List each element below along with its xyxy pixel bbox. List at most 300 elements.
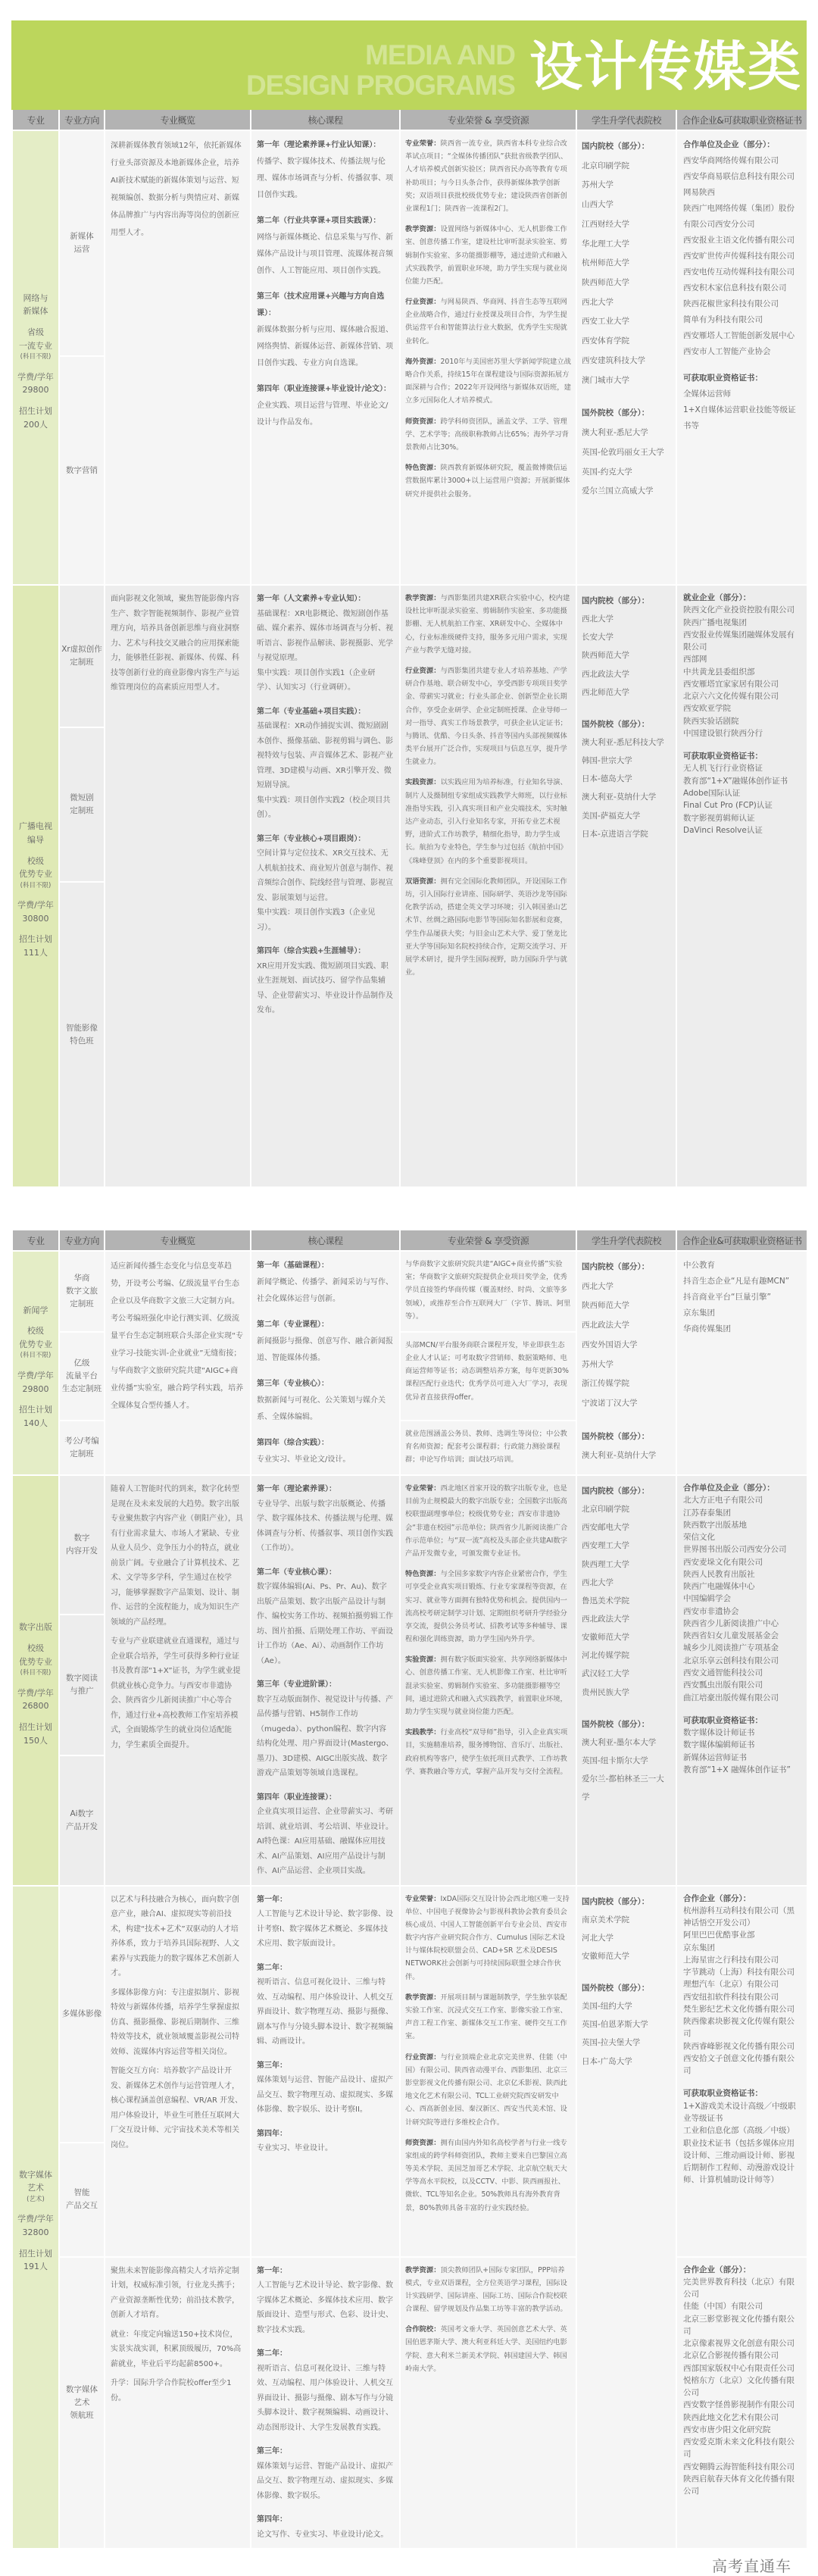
resource-text: 与全国多家数字内容企业紧密合作，学生可享受企业真实项目锻炼、行业专家课程等资源，在实习、就业等方面拥有独特优势和机会。提供国内一流高校考研定制学习计划、定期组织考研升学经验分享交流，提供公务员考试、招教考试等多种辅导、课程和强化训练资源，助力学生国内外升学。 [405,1570,567,1644]
major-level: 校级 优势专业 [19,1643,52,1667]
company-item: 京东集团 [683,1943,715,1952]
school-item: 英国-纽卡斯尔大学 [582,1755,648,1765]
courses-cell [251,1475,400,1886]
school-item: 爱尔兰-都柏林圣三一大学 [582,1774,664,1802]
enrollment-label: 招生计划 [19,934,52,945]
course-year-title: 第二年： [257,2349,287,2358]
course-year-title: 第二年（专业课程）： [257,1321,329,1329]
course-year [257,944,394,1018]
resource-item [405,2137,571,2215]
major-name: 网络与 新媒体 [23,292,48,317]
school-item: 陕西理工大学 [582,1559,629,1569]
major-cell [12,1475,59,1886]
school-item: 南京美术学院 [582,1915,629,1924]
schools-cell [576,1886,676,2549]
course-year-title: 第四年（职业连接课+毕业设计/论文）： [257,385,392,393]
company-item: 梵生影纪艺术文化传播有限公司 [683,2004,795,2014]
course-year [257,705,394,823]
resource-text: 行业高校“双导师”指导，引入企业真实项目，实施精准培养，服务博物馆、音乐厅、出版社、政府机构等客户，使学生依托项目式教学、工作坊教学、赛教融合等方式，掌握产品开发与交付全流程。 [405,1728,568,1776]
school-item: 英国-约克大学 [582,467,632,477]
certificate-item: 1+X自媒体运营职业技能等级证书等 [683,405,796,430]
school-item: 西安外国语大学 [582,1340,638,1349]
school-item: 河北大学 [582,1933,614,1943]
major-cell [12,1251,59,1475]
resource-item [405,1991,571,2043]
course-year [257,381,394,431]
company-item: 荣信文化 [683,1533,715,1543]
course-year [257,2059,394,2118]
course-list: 基础课程：XR动作捕捉实训、微短剧剧本创作、摄像基础、影视剪辑与调色、影视特效与包装、声音媒体艺术、影视产业管理、3D建模与动画、XR引擎开发、微短剧导演。 集中实践：项目创作实践2（校企项目共创）。 [257,722,393,819]
courses-cell [251,1886,400,2257]
company-item: 西安瓢虫出版有限公司 [683,1680,763,1690]
course-list: 视听语言、信息可视化设计、三维与特效、互动编程、用户体验设计、人机交互界面设计、数字物理互动、摄影与摄像、剧本写作与分镜头脚本设计、数字视频编辑、动画设计。 [257,1978,393,2046]
direction-cell: 多媒体影像 [59,1886,105,2143]
programs-table-page-1 [11,110,808,1188]
company-item: 中共黄龙县委组织部 [683,667,755,677]
resource-text: 与西影集团共建XR联合实验中心，校内建设杜比审听混录实验室、剪辑制作实验室、多功能摄影棚、无人机航拍工作室、XR研发中心、全媒体中心，行业标准级硬件支持，服务多元用户需求，实现产业与教学无缝对接。 [405,594,570,655]
course-list: 网络与新媒体概论、信息采集与写作、新媒体产品设计与项目管理、流媒体视音频创作、人工智能应用、项目创作实践。 [257,233,393,275]
overview-paragraph: 深耕新媒体教育领域12年，依托新媒体行业头部资源及本地新媒体企业，培养AI新技术赋能的新媒体策划与运营、短视频编创、数据分析与舆情应对、新媒体品牌推广与内容出海等岗位的创新应用型人才。 [111,142,242,237]
tuition-label: 学费/学年 [17,371,54,382]
courses-cell [251,2257,400,2549]
overview-cell [105,1475,251,1886]
course-year [257,2127,394,2156]
school-item: 宁波诺丁汉大学 [582,1399,638,1408]
overview-paragraph: 面向影视文化领域，聚焦智能影像内容生产、数字智能视频制作、影视产业管理方向，培养具备创新思维与商业洞察力、艺术与科技交叉融合的应用探索能力，能够胜任影视、新媒体、传媒、科技等创新行业的商业影像内容生产与运维管理岗位的高素质应用型人才。 [111,595,239,692]
company-item: 陕西省妇女儿童发展基金会 [683,1631,779,1641]
certificate-item: DaVinci Resolve认证 [683,825,763,835]
foreign-schools-label: 国外院校（部分）： [582,719,650,729]
spacer [582,1414,671,1427]
schools-cell [576,1251,676,1475]
company-item: 网易陕西 [683,188,715,197]
company-item: 北京三影堂影视文化传播有限公司 [683,2314,795,2336]
school-item: 西安邮电大学 [582,1523,629,1533]
resource-item [405,2051,571,2129]
company-item: 抖音商业平台“巨量引擎” [683,1293,771,1302]
subject-requirement: (艺术) [27,2195,45,2203]
company-item: 世界图书出版公司西安分公司 [683,1545,787,1555]
course-list: 专业实习、毕业论文/设计。 [257,1455,351,1464]
direction-cell: 数字阅读 与推广 [59,1615,105,1755]
tuition-value: 30800 [22,913,49,924]
honors-cell [400,1421,576,1475]
company-item: 西安雁塔人工智能创新发展中心 [683,331,795,340]
certificates-label: 可获取职业资格证书： [683,2089,763,2099]
course-year-title: 第二年： [257,1963,287,1972]
resource-label: 实践教学： [405,1728,441,1737]
company-item: 西安市人工智能产业协会 [683,347,771,356]
resource-item [405,776,571,867]
company-item: 西部国家版权中心有限责任公司 [683,2363,795,2373]
course-year [257,137,394,204]
school-item: 西安建筑科技大学 [582,355,645,365]
school-item: 日本-德岛大学 [582,774,632,784]
enrollment-value: 191人 [23,2262,48,2272]
company-item: 江苏春泰集团 [683,1508,731,1518]
company-item: 完美世界教育科技（北京）有限公司 [683,2277,795,2299]
school-item: 西北大学 [582,1281,614,1291]
banner-english-title: MEDIA AND DESIGN PROGRAMS [245,39,515,101]
spacer [683,360,801,370]
resource-text: 与西影集团共建专业人才培养基地、产学研合作基地、联合研发中心，享受西影专项项目奖学金、带薪实习就业；行业头部企业、创新型企业长期合作，享受企业研学、企业定制班授课、企业导师一对一指导、真实工作场景教学，可获企业认定证书；与腾讯、优酷、今日头条、抖音等国内头部视频媒体类平台展开广泛合作，实现项目与信息互享，提升学生就业力。 [405,666,567,767]
company-item: 阿里巴巴优酷事业部 [683,1930,755,1940]
program-row [12,130,807,356]
school-item: 安徽师范大学 [582,1633,629,1643]
resource-label: 行业资源： [405,298,441,307]
tuition-label: 学费/学年 [17,900,54,911]
companies-cell [676,1475,807,1886]
overview-paragraph: 以艺术与科技融合为核心，面向数字创意产业，融合AI、虚拟现实等前沿技术，构建“技术+艺术”双驱动的人才培养体系，致力于培养具国际视野、人文素养与实践能力的数字媒体艺术创新人才。 [111,1895,239,1977]
course-list: 企业真实项目运营、企业带薪实习、考研培训、就业培训、考公培训、毕业设计。 AI特色课：AI应用基础、融媒体应用技术、AI产品策划、AI应用产品设计与制作、AI产品运营、企业项目实战。 [257,1808,393,1875]
school-item: 山西大学 [582,200,614,210]
companies-label: 就业企业（部分）： [683,593,751,602]
company-item: 陕西广电融媒体中心 [683,1582,755,1592]
column-header: 专业荣誉 & 享受资源 [400,110,576,130]
school-item: 西北政法大学 [582,1614,629,1624]
company-item: 西安雁塔宜家家居有限公司 [683,679,779,689]
spacer [683,1704,801,1715]
school-item: 苏州大学 [582,180,614,190]
resource-item [405,664,571,769]
course-list: XR应用开发实践、微短剧项目实践、职业生涯规划、面试技巧、留学作品集辅导、企业带薪实习、毕业设计作品制作及发布。 [257,961,393,1014]
school-item: 西北政法大学 [582,1321,629,1330]
resource-item [405,1568,571,1646]
resource-item [405,461,571,501]
foreign-schools-label: 国外院校（部分）： [582,1431,650,1441]
resource-label: 专业荣誉： [405,1484,441,1493]
company-item: 中国建设银行陕西分行 [683,728,763,738]
overview-paragraph: 升学：国际升学合作院校offer至少1份。 [111,2379,232,2402]
resource-label: 实验资源： [405,1655,441,1665]
school-item: 美国-萨福克大学 [582,811,641,821]
certificates-label: 可获取职业资格证书： [683,374,763,383]
resource-label: 双语资源： [405,877,441,886]
school-item: 河北传媒学院 [582,1651,629,1661]
course-year [257,1961,394,2049]
direction-cell: 数字营销 [59,356,105,585]
course-year [257,2264,394,2338]
course-year-title: 第三年： [257,2447,287,2456]
resource-item [405,1427,571,1467]
resource-label: 教学资源： [405,2265,441,2274]
certificate-item: 数字媒体设计师证书 [683,1728,755,1738]
company-item: 陕西睿峰影视文化传播有限公司 [683,2041,795,2051]
tuition-value: 29800 [22,1383,49,1394]
resource-text: 陕西省一流专业，陕西省本科专业综合改革试点项目；“全媒体传播团队”获批省级教学团队、人才培养模式创新实验区；陕西省民办高等教育专项补助项目；与今日头条合作，获得新媒体教学创新奖；双语项目获批校级优势专业；建设陕西省创新创业课程1门；陕西省一流课程2门。 [405,139,568,213]
school-item: 杭州师范大学 [582,258,629,268]
company-item: 陕西文化产业投资控股有限公司 [683,605,795,615]
enrollment-value: 150人 [23,1735,48,1746]
course-year [257,1893,394,1952]
resource-text: 以实践应用为培养标准，行业知名导演、制片人及摄制组专家组成实践教学大师班，以行业标准指导实践，引入真实项目和产业尖端技术，实时触达产业动态，引入行业知名专家，开拓专业艺术视野，进阶式工作坊教学，精细化指导，助力学生成长。航拍为专业特色，学生参与过包括《航拍中国》《珠峰登顶》在内的多个重要影视项目。 [405,778,567,865]
course-list: 视听语言、信息可视化设计、三维与特效、互动编程、用户体验设计、人机交互界面设计、摄影与摄像、剧本写作与分镜头脚本设计、数字视频编辑、动画设计、动态图形设计、大学生发展教育实践。 [257,2364,393,2432]
courses-cell [251,130,400,585]
course-year-title: 第三年： [257,2061,287,2070]
resource-item [405,1339,571,1404]
company-item: 西安报业主语文化传播有限公司 [683,236,795,245]
company-item: 字节跳动（上海）科技有限公司 [683,1968,795,1977]
company-item: 中公教育 [683,1261,715,1270]
overview-cell [105,130,251,585]
school-item: 贵州民族大学 [582,1687,629,1697]
school-item: 北京印刷学院 [582,161,629,170]
enrollment-value: 111人 [23,948,48,958]
resource-item [405,875,571,980]
company-item: 京东集团 [683,1308,715,1318]
resource-text: 与行业顶端企业北京完美世界、佳能（中国）有限公司、陕西省动漫平台、西影集团、北京三影堂影视文化传播有限公司、北京亿禾影视、陕西此地文化艺术有限公司、TCL工业研究院西安研发中心、西高新创业园、秦汉新区、西安当代美术馆、设计研究院等进行多维校企合作。 [405,2052,567,2127]
company-item: 西安翱腾云海智能科技有限公司 [683,2462,795,2471]
course-year [257,1435,394,1468]
resource-text: 跨学科师资团队，涵盖文学、工学、管理学、艺术学等；高级职称教师占比65%；海外学习背景教师占比30%。 [405,417,569,452]
course-year-title: 第一年： [257,2266,287,2275]
course-year [257,213,394,280]
column-header: 专业 [12,1230,59,1251]
certificates-label: 可获取职业资格证书： [683,1715,763,1725]
resource-label: 师资资源： [405,2138,441,2147]
school-item: 西北大学 [582,1577,614,1587]
school-item: 澳大利亚-悉尼科技大学 [582,737,664,747]
foreign-schools-label: 国外院校（部分）： [582,408,650,418]
school-item: 西安工业大学 [582,317,629,327]
program-row [12,2257,807,2549]
spacer [683,2077,801,2087]
column-header: 专业 [12,110,59,130]
course-year-title: 第一年（人文素养+专业认知）： [257,595,366,603]
company-item: 陕西此地文化艺术有限公司 [683,2412,779,2422]
column-header: 专业荣誉 & 享受资源 [400,1230,576,1251]
school-item: 陕西师范大学 [582,1301,629,1311]
course-year [257,1790,394,1879]
direction-cell: Ai数字 产品开发 [59,1755,105,1886]
certificate-item: 新媒体运营师证书 [683,1752,747,1762]
resource-label: 教学资源： [405,594,441,602]
company-item: 中国编辑学会 [683,1594,731,1604]
program-row [12,585,807,727]
school-item: 鲁迅美术学院 [582,1596,629,1605]
column-header: 合作企业&可获取职业资格证书 [676,1230,807,1251]
resource-text: 开展项目制与课题制教学，学生独享装配实验工作室、沉浸式交互工作室、影像实验工作室、声音工程工作室、新媒体交互工作室、硬件交互工作室。 [405,1993,567,2041]
course-year [257,1258,394,1308]
company-item: 华商传媒集团 [683,1324,731,1333]
company-item: 陕西人民教育出版社 [683,1569,755,1579]
course-year-title: 第三年（技术应用课+兴趣与方向自选课）： [257,292,385,317]
page-banner [11,20,807,110]
column-header: 专业概览 [105,1230,251,1251]
overview-paragraph: 多媒体影像方向：专注虚拟制片、影视特效与新媒体传播，培养学生掌握虚拟仿真、摄影摄像、影视后期制作、三维特效等技术，就业领域覆盖影视公司特效师、流媒体内容运营等相关岗位。 [111,1988,239,2056]
company-item: 西安爱克斯未来文化科技有限公司 [683,2437,795,2459]
company-item: 悦榕东方（北京）文化传播有限公司 [683,2375,795,2398]
certificate-item: 1+X游戏美术设计高级／中级职业等级证书 [683,2101,796,2124]
course-list: 数据新闻与可视化、公关策划与媒介关系、全媒体编辑。 [257,1396,386,1421]
tuition-value: 29800 [22,385,49,395]
company-item: 简单有为科技有限公司 [683,315,763,324]
resource-label: 特色资源： [405,1570,441,1579]
schools-cell [576,1475,676,1886]
resource-label: 教学资源： [405,1993,441,2002]
resource-label: 专业荣誉： [405,1894,441,1903]
major-name: 数字出版 [19,1622,52,1633]
school-item: 西北师范大学 [582,687,629,697]
course-year-title: 第二年（专业核心课）： [257,1568,336,1577]
resource-item [405,2323,571,2375]
domestic-schools-label: 国内院校（部分）： [582,1487,650,1496]
column-header: 学生升学代表院校 [576,110,676,130]
company-item: 西安旷世传声传媒科技有限公司 [683,252,795,261]
course-list: 空间计算与定位技术、XR交互技术、无人机航拍技术、商业短片创意与制作、视音频综合创作、院线经营与管理、影视宣发、影展策划与运营。 集中实践：项目创作实践3（企业见习）。 [257,849,393,932]
resource-label: 海外资源： [405,357,441,366]
course-list: 专业导学、出版与数字出版概论、传播学、数字媒体技术、传播法规与伦理、媒体调查与分析、传播叙事、项目创作实践（工作坊）。 [257,1499,393,1552]
company-item: 陕西数字出版基地 [683,1520,747,1530]
company-item: 陕西像素块影视文化传媒有限公司 [683,2017,795,2039]
course-list: 数字互动版面制作、视觉设计与传播、产品传播与营销、H5制作工作坊（mugeda）、python编程、数字内容结构化处理、用户界面设计(Mastergo、墨刀)、3D建模、AIGC出版实战、数字游戏产品策划等领域自选课程。 [257,1695,394,1777]
resource-item [405,592,571,657]
company-item: 陕西花椒世家科技有限公司 [683,299,779,308]
school-item: 浙江传媒学院 [582,1379,629,1389]
company-item: 西安麦垛文化有限公司 [683,1557,763,1567]
courses-cell [251,1251,400,1475]
company-item: 西安华商网络传媒有限公司 [683,156,779,165]
enrollment-label: 招生计划 [19,1405,52,1415]
school-item: 澳大利亚-悉尼大学 [582,428,648,438]
honors-cell [400,585,576,1187]
course-year-title: 第一年： [257,1895,287,1904]
overview-paragraph: 随着人工智能时代的到来，数字化转型是现在及未来发展的大趋势。数字出版专业聚焦数字内容产业（朝阳产业），具有行业需求量大、市场人才紧缺、专业从业人员少、竞争压力小的特点，就业前景广阔。专业融合了计算机技术、艺术、文学等多学科，学生通过在校学习，能够掌握数字产品策划、设计、制作、运营的全流程能力，成为知识生产领域的产品经理。 [111,1485,243,1627]
resource-text: IxDA国际交互设计协会西北地区唯一支持单位、中国电子视像协会与影视科教协会教育委员会核心成员、中国人工智能创新平台专业会员、西安市数字内容产业研究院合作方、Cumulus 国际艺术设计与媒体院校联盟会员、CAD+SR 艺术及DESIS NETWORK社会创新与可持续国际联盟全球合作伙伴。 [405,1894,570,1981]
company-item: 西安数字怪兽影视制作有限公司 [683,2400,795,2410]
company-item: 佳能（中国）有限公司 [683,2302,763,2312]
course-year-title: 第四年（综合实践+生涯辅导）： [257,947,366,955]
subject-requirement: (科目不限) [20,1669,52,1677]
course-year-title: 第四年（职业连接课）： [257,1793,336,1802]
major-name: 广播电视 编导 [19,821,52,845]
company-item: 陕西省少儿新阅读推广中心 [683,1618,779,1628]
major-cell [12,585,59,1187]
certificate-item: 无人机飞行行业资格证 [683,764,763,774]
certificates-label: 可获取职业资格证书： [683,752,763,761]
direction-cell: 新媒体 运营 [59,130,105,356]
company-item: 陕西广播电视集团 [683,617,747,627]
overview-cell [105,1251,251,1475]
tuition-value: 32800 [22,2227,49,2238]
major-level: 校级 优势专业 [19,1326,52,1349]
direction-cell: 智能影像 特色班 [59,882,105,1187]
company-item: 城乡少儿阅读推广专项基金 [683,1643,779,1653]
school-item: 长安大学 [582,633,614,642]
school-item: 西北大学 [582,614,614,624]
company-item: 杭州游科互动科技有限公司（黑神话悟空开发公司） [683,1905,795,1928]
course-list: 媒体策划与运营、智能产品设计、虚拟产品交互、数字物理互动、虚拟现实、多媒体影像、数字娱乐、设计考察II。 [257,2076,393,2114]
resource-text: 拥有数字版面实验室、共享网络新媒体中心、创意传播工作室、无人机影像工作室、杜比审听混录实验室、剪辑制作实验室、多功能摄影棚等空间，通过进阶式和融入式实践教学，前置职业环境，助力学生实现与就业岗位能力匹配。 [405,1655,567,1716]
resource-item [405,2264,571,2316]
company-item: 西安积木家信息科技有限公司 [683,283,787,292]
column-header: 学生升学代表院校 [576,1230,676,1251]
course-year [257,832,394,936]
school-item: 安徽师范大学 [582,1951,629,1961]
companies-label: 合作企业（部分）： [683,2265,751,2274]
resource-text: 与华商数字文旅研究院共建“AIGC+商业传播”实验室；华商数字文旅研究院提供企业项目奖学金，优秀学员直接签约华商传媒（覆盖财经、时尚、文旅等多领域），或推荐至合作互联网大厂（字节、腾讯、阿里等）。 [405,1260,571,1321]
resource-item [405,223,571,288]
course-list: 数字媒体编辑(Ai、Ps、Pr、Au)、数字出版产品策划、数字出版产品设计与制作、编校实务工作坊、视频拍摄剪辑工作坊、图片拍摄、后期处理工作坊、平面设计工作坊（Ae、Ai）、动画制作工作坊（Ae）。 [257,1583,393,1665]
companies-cell [676,130,807,585]
resource-item [405,1258,571,1323]
companies-label: 合作单位及企业（部分）： [683,1483,775,1493]
school-item: 日本-京进语言学院 [582,829,648,839]
course-year [257,1565,394,1669]
direction-cell: 数字媒体 艺术 领航班 [59,2257,105,2549]
company-item: 西安市唐少阳文化研究院 [683,2424,771,2434]
resource-item [405,415,571,455]
watermark: 高考直通车 [712,2557,791,2575]
school-item: 苏州大学 [582,1359,614,1369]
banner-title: 设计传媒类 [529,36,802,98]
company-item: 理想汽车（北京）有限公司 [683,1980,779,1990]
company-item: 上海星宙之行科技有限公司 [683,1955,779,1965]
resource-item [405,1726,571,1778]
direction-cell: 亿级 流量平台 生态定制班 [59,1332,105,1421]
resource-text: 陕西教育新媒体研究院，覆盖微博微信运营数据库累计3000+以上运营用户资源；开展新媒体研究并提供社会服务。 [405,464,570,499]
company-item: 西安华商易联信息科技有限公司 [683,172,795,181]
school-item: 北京印刷学院 [582,1505,629,1515]
course-list: 传播学、数字媒体技术、传播法规与伦理、媒体市场调查与分析、传播叙事、项目创作实践。 [257,158,393,199]
column-header: 核心课程 [251,1230,400,1251]
company-item: 西安电传互动传媒科技有限公司 [683,267,795,277]
certificate-item: 教育部“1+X 融媒体创作证书” [683,1765,791,1774]
resource-item [405,1653,571,1718]
foreign-schools-label: 国外院校（部分）： [582,1719,650,1729]
program-row [12,1475,807,1615]
course-year [257,1677,394,1781]
overview-paragraph: 适应新闻传播生态变化与信息变革趋势，开设考公考编、亿级流量平台生态企业以及华商数字文旅三大定制方向。考公考编班强化申论行测实训、亿级流量平台生态定制班联合头部企业实现“专业学习-技能实训-企业就业”无缝衔接；与华商数字文旅研究院共建“AIGC+商业传播”实验室，融合跨学科实践，培养全媒体复合型传播人才。 [111,1262,244,1410]
enrollment-label: 招生计划 [19,405,52,416]
school-item: 美国-纽约大学 [582,2002,632,2012]
resource-label: 行业资源： [405,2052,441,2062]
major-name: 数字媒体 艺术 [19,2169,52,2193]
resource-label: 行业资源： [405,666,441,675]
overview-paragraph: 智能交互方向：培养数字产品设计开发、新媒体艺术创作与运营管理人才，核心课程涵盖创意编程、VR/AR 开发、用户体验设计，毕业生可胜任互联网大厂交互设计师、元宇宙技术美术等相关岗位。 [111,2067,243,2149]
column-header: 专业概览 [105,110,251,130]
companies-cell [676,585,807,1187]
overview-paragraph: 就业：年度定向输送150+技术岗位，实景实战实训，积累顶级履历，70%高薪就业，毕业后平均起薪8500+。 [111,2330,242,2368]
company-item: 西安拾文子创意文化传播有限公司 [683,2053,795,2076]
program-row [12,1251,807,1332]
school-item: 澳大利亚-莫纳什大学 [582,792,657,802]
course-year-title: 第三年（专业核心+项目跟岗）： [257,834,366,843]
school-item: 江西财经大学 [582,219,629,229]
course-list: 企业实践、项目运营与管理、毕业论文/设计与作品发布。 [257,402,389,427]
company-item: 西安市非遗协会 [683,1606,739,1616]
course-year [257,2512,394,2542]
tuition-value: 26800 [22,1701,49,1712]
honors-cell [400,1886,576,2257]
company-item: 西安欧亚学院 [683,704,731,714]
major-cell [12,1886,59,2549]
company-item: 抖音生态企业“凡是有趣MCN” [683,1277,790,1286]
company-item: 北京六六文化传媒有限公司 [683,692,779,702]
course-list: 人工智能与艺术设计导论、数字影像、设计考察I、数字媒体艺术概论、多媒体技术应用、数字版面设计。 [257,1910,393,1948]
resource-text: 就业范围涵盖公务员、教师、选调生等岗位；中公教育名师资源；配套考公课程群；行政能力测验课程群；申论写作培训；面试技巧培训。 [405,1430,567,1465]
school-item: 西安体育学院 [582,336,629,346]
subject-requirement: (科目不限) [20,1352,52,1360]
resource-item [405,1482,571,1560]
companies-cell [676,1886,807,2257]
company-item: 北大方正电子有限公司 [683,1496,763,1505]
course-list: 人工智能与艺术设计导论、数字影像、数字媒体艺术概论、多媒体技术应用、数字版面设计、造型与形式、色彩、设计史、数字技术实践。 [257,2281,393,2334]
resource-item [405,137,571,215]
column-header: 核心课程 [251,110,400,130]
certificate-item: 工业和信息化部（高级／中级）职业技术证书（包括多媒体应用设计师、三维动画设计师、影视后期制作工程师、动漫游戏设计师、计算机辅助设计师等） [683,2126,795,2185]
course-year [257,592,394,696]
